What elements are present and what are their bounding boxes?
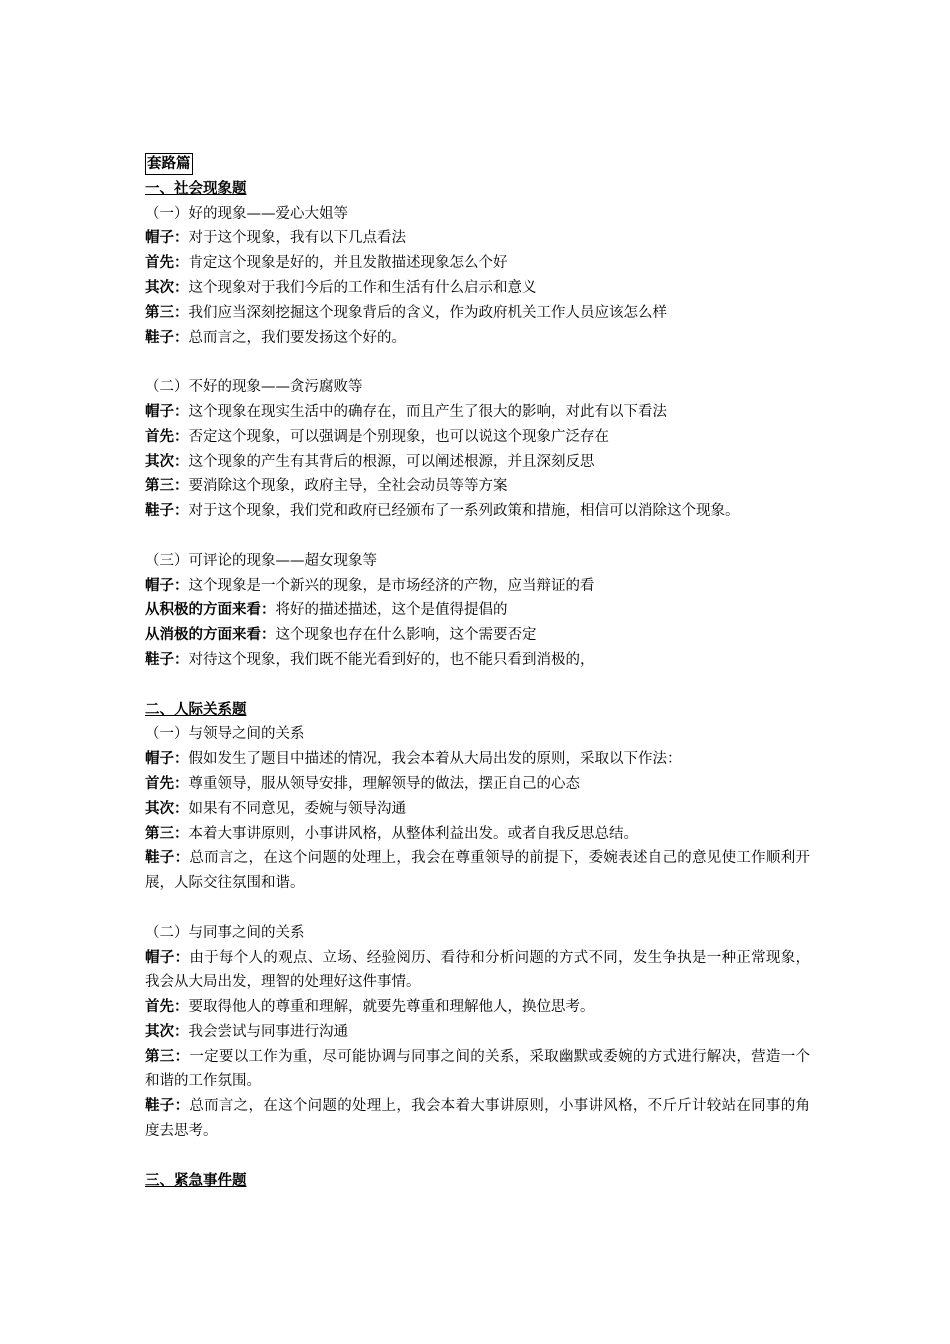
spacer: [145, 673, 810, 698]
item-label: 首先：: [145, 998, 189, 1016]
list-item: [145, 772, 810, 797]
item-text: 这个现象是一个新兴的现象，是市场经济的产物，应当辩证的看: [188, 577, 595, 594]
item-label: 其次：: [145, 278, 189, 296]
item-text: 由于每个人的观点、立场、经验阅历、看待和分析问题的方式不同，发生争执是一种正常现象，我会从大局出发，理智的处理好这件事情。: [145, 949, 811, 991]
item-label: 第三：: [145, 1047, 190, 1065]
item-label: 首先：: [145, 254, 189, 272]
item-text: 这个现象的产生有其背后的根源，可以阐述根源，并且深刻反思: [188, 453, 595, 470]
item-text: 肯定这个现象是好的，并且发散描述现象怎么个好: [188, 255, 508, 272]
spacer: [145, 350, 810, 375]
list-item: [145, 425, 810, 450]
subsection-title: （一）与领导之间的关系: [145, 726, 305, 743]
item-label: 第三：: [145, 477, 189, 495]
item-text: 本着大事讲原则，小事讲风格，从整体利益出发。或者自我反思总结。: [188, 825, 638, 842]
list-item: [145, 1094, 810, 1144]
subsection-title: （二）与同事之间的关系: [145, 924, 305, 941]
list-item: [145, 797, 810, 822]
list-item: [145, 326, 810, 351]
item-text: 将好的描述描述，这个是值得提倡的: [275, 602, 508, 619]
item-label: 鞋子：: [145, 650, 189, 668]
item-text: 这个现象对于我们今后的工作和生活有什么启示和意义: [188, 279, 537, 296]
item-label: 鞋子：: [145, 328, 189, 346]
item-label: 其次：: [145, 799, 189, 817]
item-label: 首先：: [145, 427, 189, 445]
list-item: [145, 846, 810, 896]
list-item: [145, 822, 810, 847]
item-text: 要消除这个现象，政府主导，全社会动员等等方案: [188, 478, 508, 495]
document-page: [145, 152, 810, 1193]
item-label: 其次：: [145, 452, 189, 470]
item-text: 这个现象在现实生活中的确存在，而且产生了很大的影响，对此有以下看法: [188, 403, 667, 420]
item-text: 对于这个现象，我们党和政府已经颁布了一系列政策和措施，相信可以消除这个现象。: [188, 503, 740, 520]
item-label: 鞋子：: [145, 849, 190, 867]
item-text: 我们应当深刻挖掘这个现象背后的含义，作为政府机关工作人员应该怎么样: [188, 304, 667, 321]
item-label: 从积极的方面来看：: [145, 601, 276, 619]
item-text: 总而言之，我们要发扬这个好的。: [188, 329, 406, 346]
list-item: [145, 598, 810, 623]
list-item: [145, 226, 810, 251]
list-item: [145, 400, 810, 425]
spacer: [145, 524, 810, 549]
list-item: [145, 1045, 810, 1095]
item-label: 鞋子：: [145, 1097, 190, 1115]
subsection-title: （一）好的现象——爱心大姐等: [145, 205, 348, 222]
item-label: 其次：: [145, 1022, 189, 1040]
list-item: [145, 450, 810, 475]
item-text: 总而言之，在这个问题的处理上，我会在尊重领导的前提下，委婉表述自己的意见使工作顺利开展，人际交往氛围和谐。: [145, 850, 811, 892]
item-text: 我会尝试与同事进行沟通: [188, 1023, 348, 1040]
item-label: 帽子：: [145, 948, 190, 966]
list-item: [145, 946, 810, 996]
item-label: 第三：: [145, 303, 189, 321]
list-item: [145, 747, 810, 772]
item-text: 对待这个现象，我们既不能光看到好的，也不能只看到消极的，: [188, 651, 595, 668]
list-item: [145, 623, 810, 648]
section-heading: 三、紧急事件题: [145, 1171, 247, 1189]
list-item: [145, 1020, 810, 1045]
spacer: [145, 1144, 810, 1169]
list-item: [145, 648, 810, 673]
list-item: [145, 474, 810, 499]
item-text: 否定这个现象，可以强调是个别现象，也可以说这个现象广泛存在: [188, 428, 609, 445]
list-item: [145, 995, 810, 1020]
item-label: 第三：: [145, 824, 189, 842]
item-text: 总而言之，在这个问题的处理上，我会本着大事讲原则，小事讲风格，不斤斤计较站在同事的角度去思考。: [145, 1098, 811, 1140]
list-item: [145, 574, 810, 599]
item-label: 首先：: [145, 774, 189, 792]
item-label: 从消极的方面来看：: [145, 626, 276, 644]
item-label: 帽子：: [145, 402, 189, 420]
item-label: 帽子：: [145, 229, 189, 247]
list-item: [145, 301, 810, 326]
item-label: 帽子：: [145, 576, 189, 594]
item-label: 帽子：: [145, 750, 189, 768]
item-text: 对于这个现象，我有以下几点看法: [188, 230, 406, 247]
list-item: [145, 499, 810, 524]
item-text: 尊重领导，服从领导安排，理解领导的做法，摆正自己的心态: [188, 775, 580, 792]
item-text: 这个现象也存在什么影响，这个需要否定: [275, 627, 537, 644]
list-item: [145, 276, 810, 301]
item-text: 要取得他人的尊重和理解，就要先尊重和理解他人，换位思考。: [188, 999, 595, 1016]
subsection-title: （三）可评论的现象——超女现象等: [145, 552, 377, 569]
spacer: [145, 896, 810, 921]
list-item: [145, 251, 810, 276]
item-label: 鞋子：: [145, 502, 189, 520]
doc-title: 套路篇: [145, 153, 193, 175]
section-heading: 一、社会现象题: [145, 179, 247, 197]
item-text: 如果有不同意见，委婉与领导沟通: [188, 800, 406, 817]
item-text: 一定要以工作为重，尽可能协调与同事之间的关系，采取幽默或委婉的方式进行解决，营造一个和谐的工作氛围。: [145, 1048, 811, 1090]
item-text: 假如发生了题目中描述的情况，我会本着从大局出发的原则，采取以下作法：: [188, 751, 682, 768]
subsection-title: （二）不好的现象——贪污腐败等: [145, 379, 363, 396]
section-heading: 二、人际关系题: [145, 700, 247, 718]
